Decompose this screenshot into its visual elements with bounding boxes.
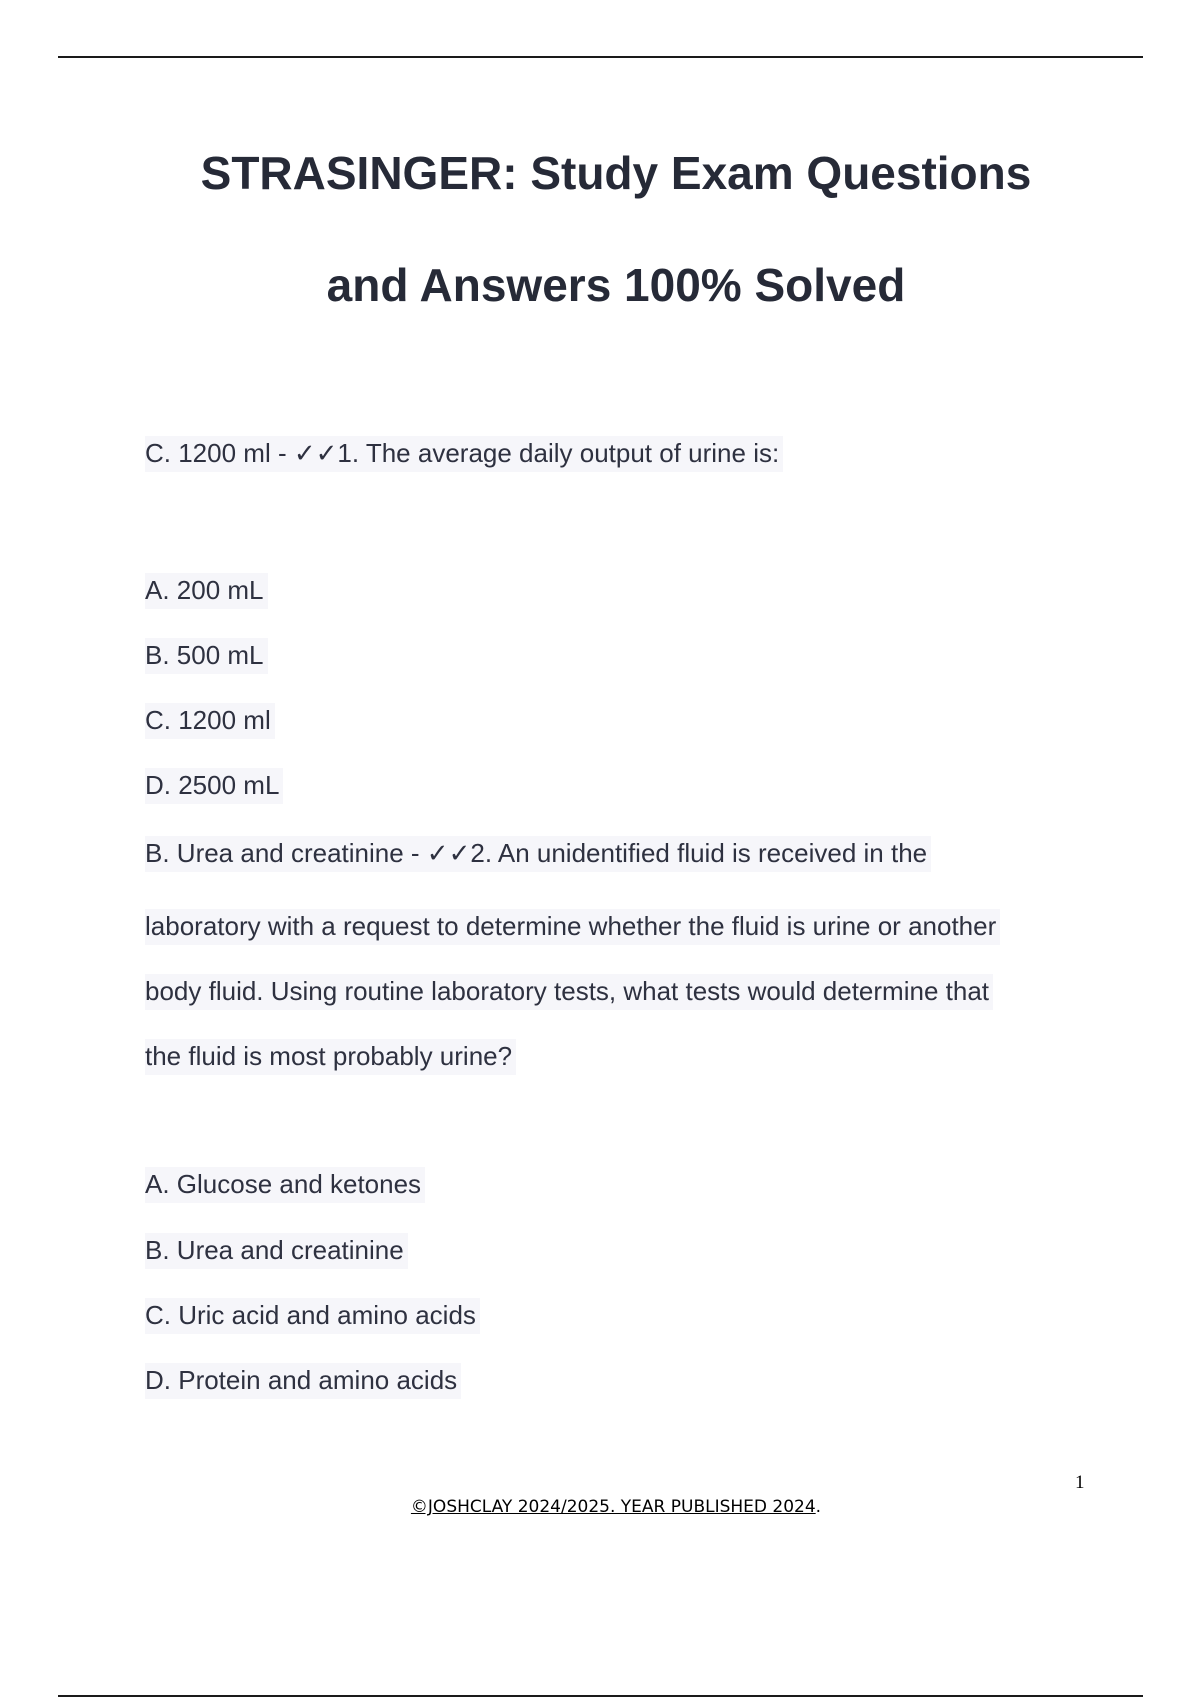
copyright-text: ©JOSHCLAY 2024/2025. YEAR PUBLISHED 2024 — [410, 1497, 816, 1517]
question-1-option-d: D. 2500 mL — [145, 768, 283, 802]
question-1-text: C. 1200 ml - ✓✓1. The average daily output of urine is: — [145, 436, 783, 472]
question-1-option-b: B. 500 mL — [145, 638, 268, 672]
copyright-period: . — [815, 1497, 822, 1517]
question-1-option-a: A. 200 mL — [145, 573, 268, 607]
question-2-line-1: B. Urea and creatinine - ✓✓2. An unidentified fluid is received in the — [145, 836, 931, 870]
question-2-option-c: C. Uric acid and amino acids — [145, 1298, 480, 1332]
question-2-line-2: laboratory with a request to determine whether the fluid is urine or another — [145, 909, 1000, 943]
question-2-option-d: D. Protein and amino acids — [145, 1363, 461, 1397]
document-title-line-1: STRASINGER: Study Exam Questions — [200, 147, 1032, 199]
question-2-option-b: B. Urea and creatinine — [145, 1233, 408, 1267]
question-1-option-c: C. 1200 ml — [145, 703, 275, 737]
question-2-option-a: A. Glucose and ketones — [145, 1167, 425, 1201]
copyright-footer — [0, 1497, 1200, 1517]
question-2-line-3: body fluid. Using routine laboratory tests, what tests would determine that — [145, 974, 993, 1008]
top-rule — [58, 56, 1143, 58]
bottom-rule — [58, 1695, 1143, 1697]
page-number: 1 — [1075, 1472, 1085, 1493]
document-title-line-2: and Answers 100% Solved — [326, 259, 906, 311]
question-2-line-4: the fluid is most probably urine? — [145, 1039, 516, 1073]
question-1-lead — [145, 436, 783, 470]
